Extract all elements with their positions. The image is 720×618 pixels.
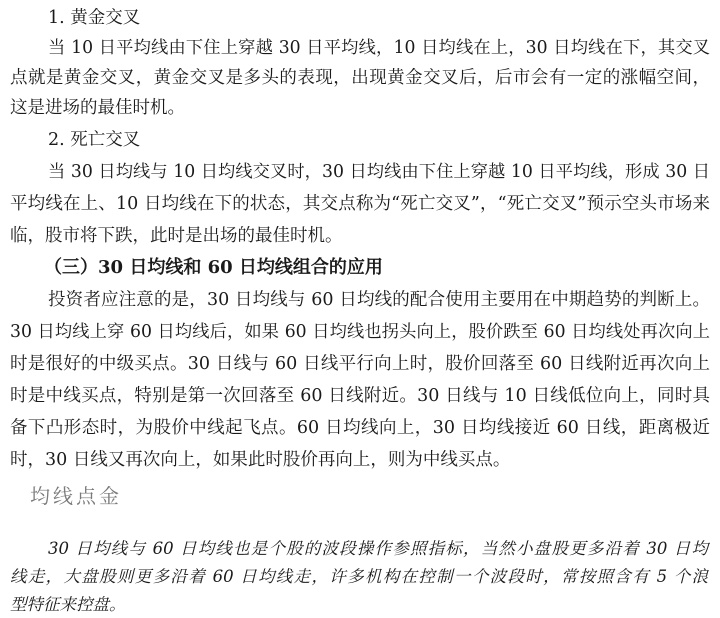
paragraph-line: 点就是黄金交叉，黄金交叉是多头的表现，出现黄金交叉后，后市会有一定的涨幅空间， bbox=[10, 68, 710, 88]
paragraph-line: 时是很好的中级买点。30 日线与 60 日线平行向上时，股价回落至 60 日线附近再次向上 bbox=[10, 354, 710, 374]
paragraph-line: 临，股市将下跌，此时是出场的最佳时机。 bbox=[10, 226, 343, 246]
paragraph-line: 投资者应注意的是，30 日均线与 60 日均线的配合使用主要用在中期趋势的判断上。 bbox=[48, 290, 710, 310]
paragraph-line: 这是进场的最佳时机。 bbox=[10, 98, 185, 118]
paragraph-line: 备下凸形态时，为股价中线起飞点。60 日均线向上，30 日均线接近 60 日线，距离极近 bbox=[10, 418, 710, 438]
paragraph-line: 平均线在上、10 日均线在下的状态，其交点称为“死亡交叉”，“死亡交叉”预示空头市场来 bbox=[10, 194, 710, 214]
tip-line: 型特征来控盘。 bbox=[10, 595, 126, 614]
section-heading-death-cross: 2. 死亡交叉 bbox=[48, 130, 141, 150]
paragraph-line: 时是中线买点，特别是第一次回落至 60 日线附近。30 日线与 10 日线低位向上，同时具 bbox=[10, 386, 710, 406]
paragraph-line: 时，30 日线又再次向上，如果此时股价再向上，则为中线买点。 bbox=[10, 450, 511, 470]
paragraph-line: 30 日均线上穿 60 日均线后，如果 60 日均线也拐头向上，股价跌至 60 日均线处再次向上 bbox=[10, 322, 710, 342]
paragraph-line: 当 30 日均线与 10 日均线交叉时，30 日均线由下住上穿越 10 日平均线，形成 30 日 bbox=[48, 162, 710, 182]
section-heading-golden-cross: 1. 黄金交叉 bbox=[48, 8, 141, 28]
paragraph-line: 当 10 日平均线由下住上穿越 30 日平均线，10 日均线在上，30 日均线在下，其交叉 bbox=[48, 38, 710, 58]
tip-line: 30 日均线与 60 日均线也是个股的波段操作参照指标，当然小盘股更多沿着 30 日均 bbox=[48, 539, 708, 558]
section-heading-30-60-combo: （三）30 日均线和 60 日均线组合的应用 bbox=[44, 257, 383, 278]
tip-title: 均线点金 bbox=[30, 484, 122, 508]
tip-line: 线走，大盘股则更多沿着 60 日均线走，许多机构在控制一个波段时，常按照含有 5 个浪 bbox=[10, 567, 708, 586]
